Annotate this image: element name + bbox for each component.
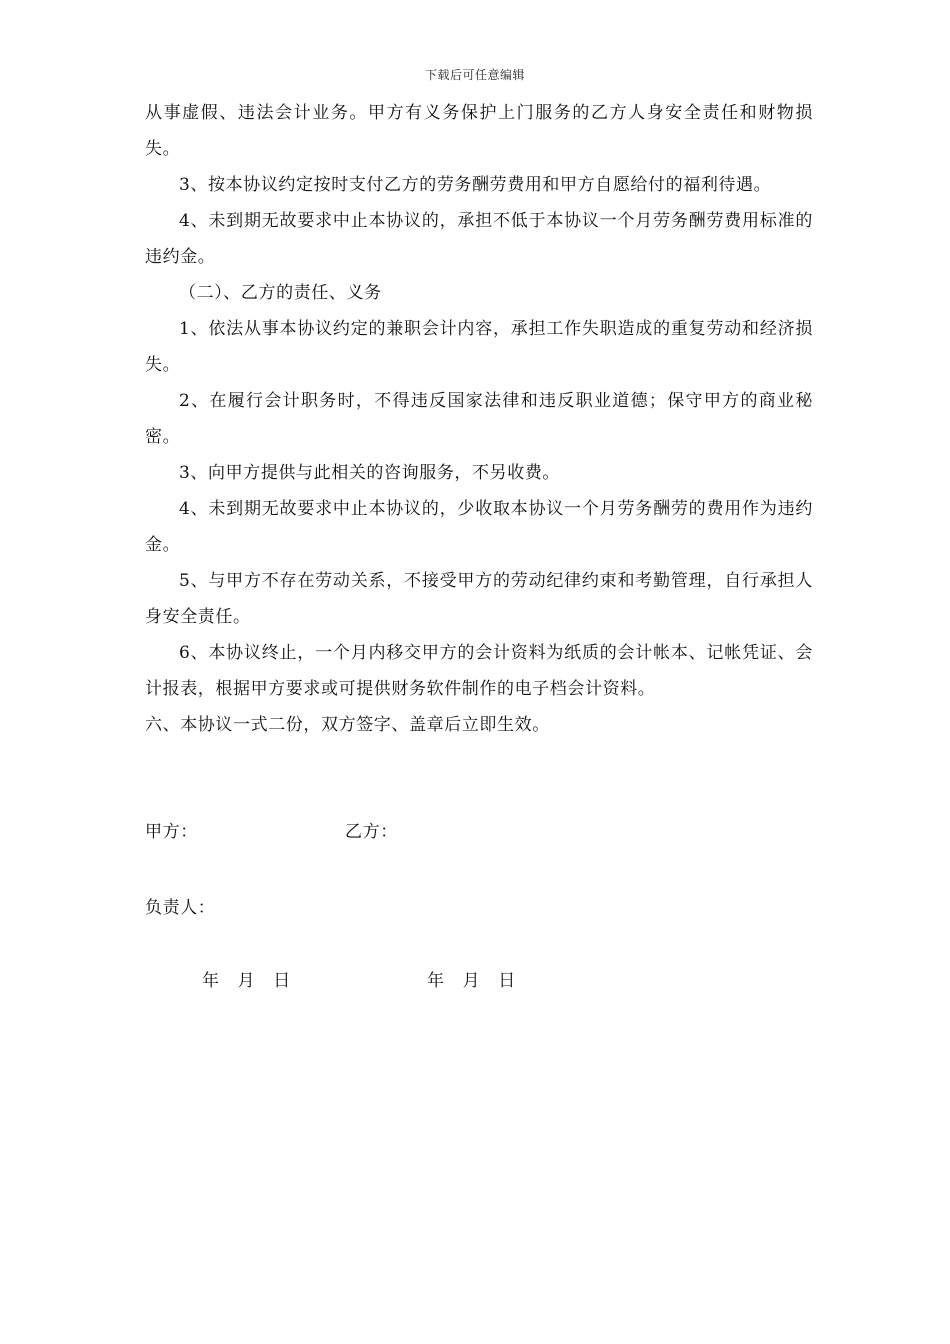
party-a-label: 甲方： — [145, 822, 198, 842]
party-a-date-text: 年 月 日 — [202, 971, 291, 991]
responsible-person-label: 负责人： — [145, 898, 216, 918]
party-b-date — [427, 966, 516, 991]
party-b-label: 乙方： — [345, 822, 398, 842]
paragraph-party-b-duty-4: 4、未到期无故要求中止本协议的，少收取本协议一个月劳务酬劳的费用作为违约金。 — [145, 499, 813, 555]
paragraph-party-a-duty-4: 4、未到期无故要求中止本协议的，承担不低于本协议一个月劳务酬劳费用标准的违约金。 — [145, 211, 813, 267]
paragraph-party-b-duty-2: 2、在履行会计职务时，不得违反国家法律和违反职业道德；保守甲方的商业秘密。 — [145, 391, 813, 447]
paragraph-party-b-duty-1: 1、依法从事本协议约定的兼职会计内容，承担工作失职造成的重复劳动和经济损失。 — [145, 319, 813, 375]
section-heading-party-b: （二）、乙方的责任、义务 — [179, 283, 382, 303]
party-b-date-text: 年 月 日 — [427, 971, 516, 991]
paragraph-party-a-duty-3: 3、按本协议约定按时支付乙方的劳务酬劳费用和甲方自愿给付的福利待遇。 — [179, 175, 772, 195]
paragraph-effective-clause: 六、本协议一式二份，双方签字、盖章后立即生效。 — [145, 715, 550, 735]
paragraph-continuation: 从事虚假、违法会计业务。甲方有义务保护上门服务的乙方人身安全责任和财物损失。 — [145, 103, 813, 159]
paragraph-party-b-duty-3: 3、向甲方提供与此相关的咨询服务，不另收费。 — [179, 463, 561, 483]
agreement-body — [145, 95, 813, 743]
paragraph-party-b-duty-5: 5、与甲方不存在劳动关系，不接受甲方的劳动纪律约束和考勤管理，自行承担人身安全责任。 — [145, 571, 813, 627]
header-note: 下载后可任意编辑 — [424, 68, 525, 82]
party-a-date — [202, 966, 291, 991]
paragraph-party-b-duty-6: 6、本协议终止，一个月内移交甲方的会计资料为纸质的会计帐本、记帐凭证、会计报表，根据甲方要求或可提供财务软件制作的电子档会计资料。 — [145, 643, 813, 699]
